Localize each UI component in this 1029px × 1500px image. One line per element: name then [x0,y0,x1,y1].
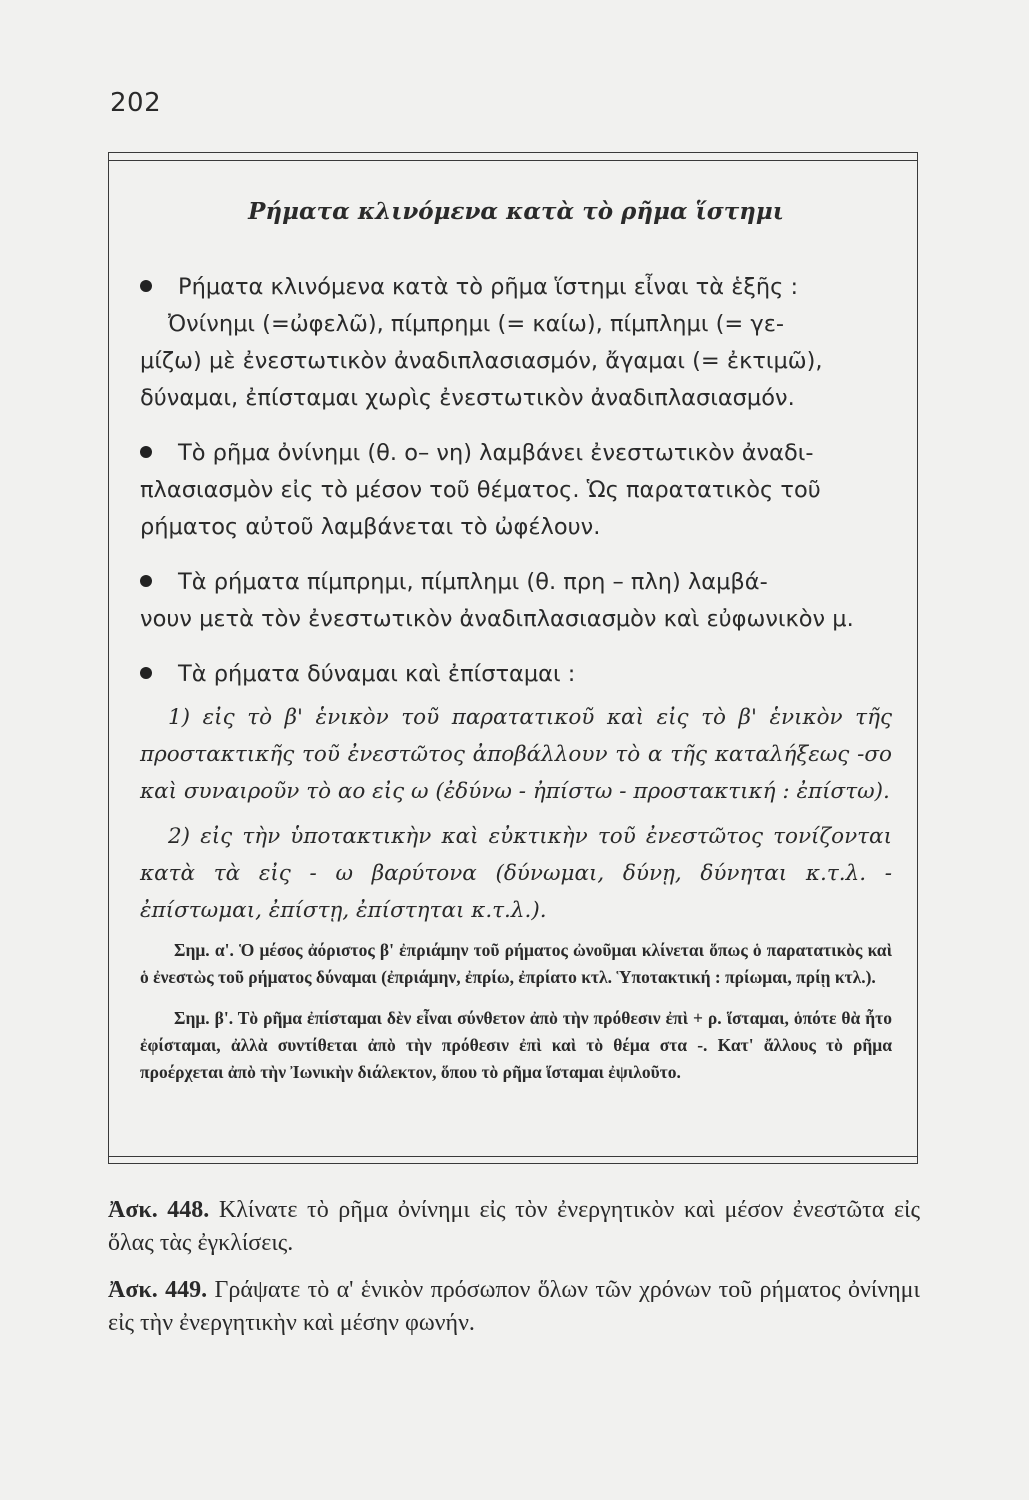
note-beta [140,1005,892,1086]
paragraph-verbs-list [140,269,892,417]
exercise-448 [108,1194,920,1260]
grammar-box [140,198,892,1100]
paragraph-pimprimi [140,564,892,638]
rule-item-2: 2) εἰς τὴν ὑποτακτικὴν καὶ εὐκτικὴν τοῦ ἐνεστῶτος τονίζονται κατὰ τὰ εἰς - ω βαρύτονα (δύνωμαι, δύνῃ, δύνηται κ.τ.λ. - ἐπίστωμαι, ἐπίστῃ, ἐπίστηται κ.τ.λ.). [140,824,892,923]
paragraph-dynamai [140,656,892,693]
frame-double-line-bottom [108,1156,918,1157]
note-beta-text: Τὸ ρῆμα ἐπίσταμαι δὲν εἶναι σύνθετον ἀπὸ τὴν πρόθεσιν ἐπὶ + ρ. ἵσταμαι, ὁπότε θὰ ἦτο ἐφίσταμαι, ἀλλὰ συντίθεται ἀπὸ τὴν πρόθεσιν ἐπὶ καὶ τὸ θέμα στα -. Κατ' ἄλλους τὸ ρῆμα προέρχεται ἀπὸ τὴν Ἰωνικὴν διάλεκτον, ὅπου τὸ ρῆμα ἵσταμαι ἐψιλοῦτο. [140,1008,892,1082]
para2-line2: πλασιασμὸν εἰς τὸ μέσον τοῦ θέματος. Ὡς παρατατικὸς τοῦ [140,477,821,503]
para4-intro: Τὰ ρήματα δύναμαι καὶ ἐπίσταμαι : [178,661,576,687]
para1-intro: Ρήματα κλινόμενα κατὰ τὸ ρῆμα ἵστημι εἶναι τὰ ἑξῆς : [178,274,799,300]
para3-line1: Τὰ ρήματα πίμπρημι, πίμπλημι (θ. πρη – πλη) λαμβά- [178,569,768,595]
rule-item-1: 1) εἰς τὸ β' ἑνικὸν τοῦ παρατατικοῦ καὶ εἰς τὸ β' ἑνικὸν τῆς προστακτικῆς τοῦ ἐνεστῶτος ἀποβάλλουν τὸ α τῆς καταλήξεως -σο καὶ συναιροῦν τὸ αο εἰς ω (ἐδύνω - ἠπίστω - προστακτική : ἐπίστω). [140,705,892,804]
para2-line1: Τὸ ρῆμα ὀνίνημι (θ. ο– νη) λαμβάνει ἐνεστωτικὸν ἀναδι- [178,440,814,466]
note-alpha-text: Ὁ μέσος ἀόριστος β' ἐπριάμην τοῦ ρήματος ὠνοῦμαι κλίνεται ὅπως ὁ παρατατικὸς καὶ ὁ ἐνεστὼς τοῦ ρήματος δύναμαι (ἐπριάμην, ἐπρίω, ἐπρίατο κτλ. Ὑποτακτική : πρίωμαι, πρίῃ κτλ.). [140,940,893,987]
para3-line2: νουν μετὰ τὸν ἐνεστωτικὸν ἀναδιπλασιασμὸν καὶ εὐφωνικὸν μ. [140,606,854,632]
exercise-449-label: Ἀσκ. 449. [108,1277,208,1303]
page-number: 202 [110,88,162,118]
box-title: Ρήματα κλινόμενα κατὰ τὸ ρῆμα ἵστημι [248,198,784,225]
exercises [108,1194,920,1354]
exercise-448-label: Ἀσκ. 448. [108,1197,210,1223]
exercise-449 [108,1274,920,1340]
paragraph-oninemi [140,435,892,546]
para1-line2: Ὀνίνημι (=ὠφελῶ), πίμπρημι (= καίω), πίμπλημι (= γε- [168,311,785,337]
para2-line3: ρήματος αὐτοῦ λαμβάνεται τὸ ὠφέλουν. [140,514,601,540]
bullet-icon [140,446,152,458]
frame-double-line-top [108,160,918,161]
bullet-icon [140,280,152,292]
note-alpha-label: Σημ. α'. [174,940,234,960]
bullet-icon [140,575,152,587]
exercise-449-text: Γράψατε τὸ α' ἑνικὸν πρόσωπον ὅλων τῶν χρόνων τοῦ ρήματος ὀνίνημι εἰς τὴν ἐνεργητικὴν καὶ μέσην φωνήν. [108,1277,920,1336]
para1-line3: μίζω) μὲ ἐνεστωτικὸν ἀναδιπλασιασμόν, ἄγαμαι (= ἐκτιμῶ), [140,348,823,374]
bullet-icon [140,667,152,679]
note-alpha [140,937,892,991]
note-beta-label: Σημ. β'. [174,1008,234,1028]
para1-line4: δύναμαι, ἐπίσταμαι χωρὶς ἐνεστωτικὸν ἀναδιπλασιασμόν. [140,385,795,411]
exercise-448-text: Κλίνατε τὸ ρῆμα ὀνίνημι εἰς τὸν ἐνεργητικὸν καὶ μέσον ἐνεστῶτα εἰς ὅλας τὰς ἐγκλίσεις. [108,1197,920,1256]
